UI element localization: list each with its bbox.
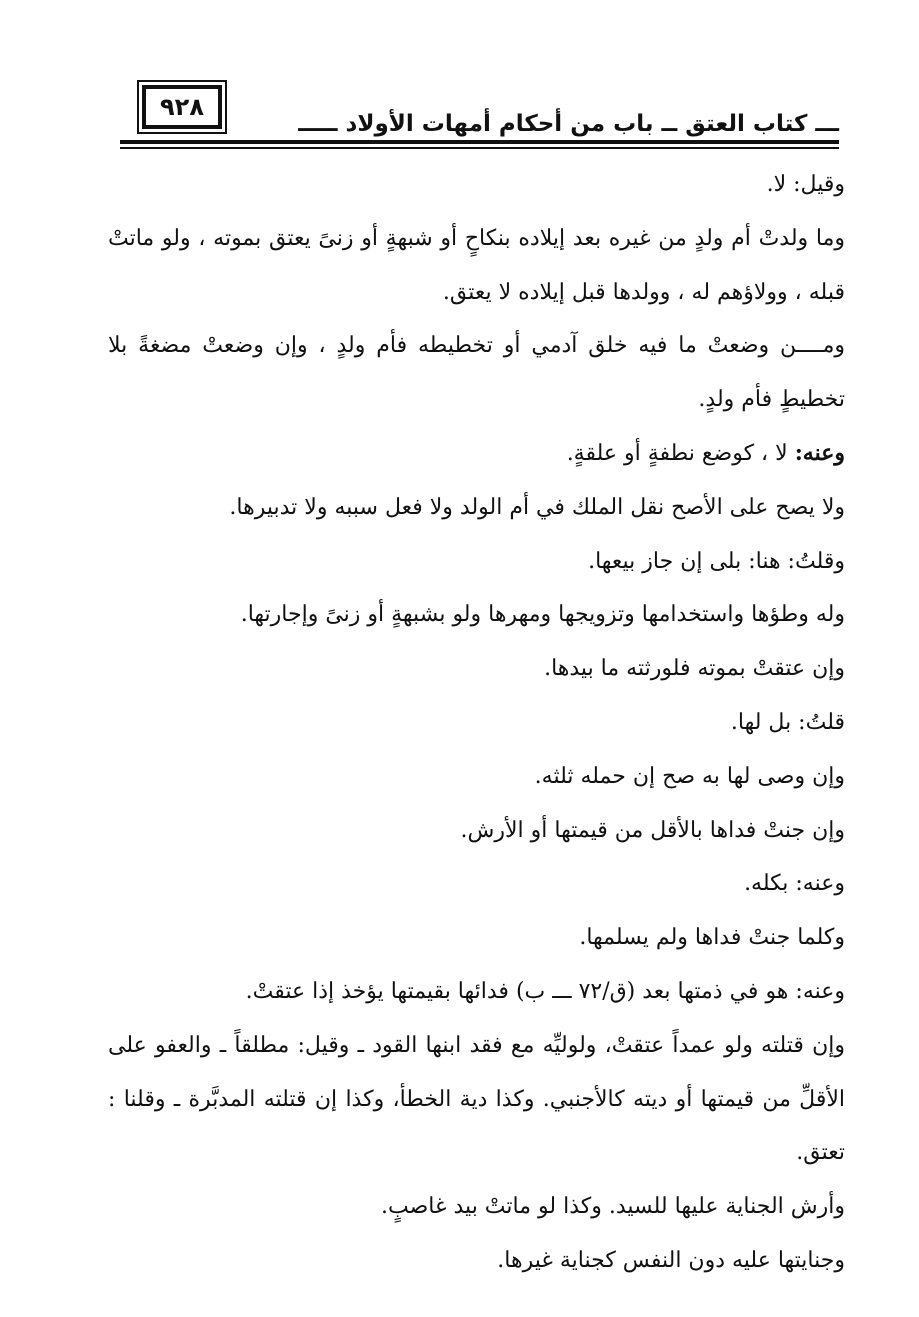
paragraph-text: وأرش الجناية عليها للسيد. وكذا لو ماتتْ بيد غاصبٍ. [381,1194,845,1220]
paragraph [108,696,845,750]
body-text [108,158,845,1288]
paragraph-text: لا ، كوضع نطفةٍ أو علقةٍ. [566,440,795,466]
paragraph [108,911,845,965]
paragraph-text: وعنه: بكله. [744,871,845,897]
paragraph [108,857,845,911]
paragraph [108,158,845,212]
paragraph-lead: وعنه: [794,439,845,466]
header-rule-thick [120,140,839,144]
paragraph [108,965,845,1019]
paragraph [108,535,845,589]
paragraph-text: وكلما جنتْ فداها ولم يسلمها. [579,925,845,951]
page-number-box [142,85,222,129]
paragraph-text: وما ولدتْ أم ولدٍ من غيره بعد إيلاده بنكاحٍ أو شبهةٍ أو زنىً يعتق بموته ، ولو ماتتْ قبله ، وولاؤهم له ، وولدها قبل إيلاده لا يعتق. [108,225,845,305]
paragraph-text: ومــــن وضعتْ ما فيه خلق آدمي أو تخطيطه فأم ولدٍ ، وإن وضعتْ مضغةً بلا تخطيطٍ فأم ولدٍ. [108,333,845,413]
paragraph [108,804,845,858]
paragraph-text: وإن جنتْ فداها بالأقل من قيمتها أو الأرش. [460,817,845,843]
paragraph-text: وقلتُ: هنا: بلى إن جاز بيعها. [588,548,845,574]
paragraph [108,319,845,427]
paragraph-text: وإن وصى لها به صح إن حمله ثلثه. [534,763,845,789]
paragraph-text: وإن عتقتْ بموته فلورثته ما بيدها. [544,656,845,682]
paragraph-text: وإن قتلته ولو عمداً عتقتْ، ولوليِّه مع فقد ابنها القود ـ وقيل: مطلقاً ـ والعفو على الأقلِّ من قيمتها أو ديته كالأجنبي. وكذا دية الخطأ، وكذا إن قتلته المدبَّرة ـ وقلنا : تعتق. [108,1032,846,1166]
paragraph-text: ولا يصح على الأصح نقل الملك في أم الولد ولا فعل سببه ولا تدبيرها. [229,494,845,520]
header-rule-thin [120,147,839,149]
paragraph [108,1234,845,1288]
paragraph [108,427,845,481]
paragraph-text: وقيل: لا. [766,172,845,197]
running-header: ـــ كتاب العتق ــ باب من أحكام أمهات الأولاد ـــــ [298,111,839,137]
paragraph [108,588,845,642]
paragraph-text: وجنايتها عليه دون النفس كجناية غيرها. [497,1247,845,1273]
paragraph [108,1180,845,1234]
paragraph-text: قلتُ: بل لها. [730,709,845,735]
paragraph [108,212,845,320]
paragraph [108,642,845,696]
paragraph [108,1019,845,1180]
paragraph [108,481,845,535]
page-number: ٩٢٨ [160,93,204,121]
paragraph [108,750,845,804]
paragraph-text: وعنه: هو في ذمتها بعد (ق/٧٢ ـــ ب) فدائها بقيمتها يؤخذ إذا عتقتْ. [245,978,845,1004]
paragraph-text: وله وطؤها واستخدامها وتزويجها ومهرها ولو بشبهةٍ أو زنىً وإجارتها. [240,602,845,628]
